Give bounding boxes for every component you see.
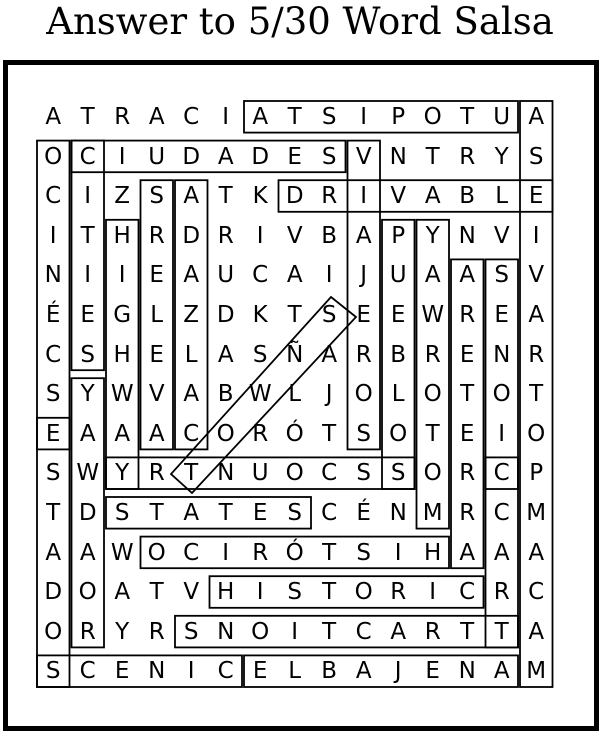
grid-letter: I [222, 539, 230, 566]
grid-letter: T [494, 618, 509, 645]
word-box [72, 141, 105, 371]
grid-letter: D [182, 222, 201, 249]
grid-letter: O [389, 420, 408, 447]
grid-letter: C [459, 579, 476, 606]
grid-letter: M [422, 500, 443, 526]
grid-letter: O [216, 420, 235, 447]
grid-letter: T [46, 500, 61, 526]
word-box [37, 655, 242, 687]
grid-letter: N [217, 618, 235, 645]
grid-letter: S [321, 143, 337, 170]
grid-letter: I [256, 579, 264, 606]
grid-letter: A [493, 658, 510, 685]
grid-letter: N [458, 222, 476, 249]
grid-letter: C [252, 262, 269, 289]
grid-letter: A [459, 539, 476, 566]
grid-letter: Z [183, 302, 200, 328]
grid-letter: R [252, 539, 269, 566]
grid-letter: S [494, 262, 509, 289]
grid-letter: Ñ [286, 341, 304, 368]
grid-letter: A [528, 539, 545, 566]
grid-letter: C [321, 500, 338, 526]
word-box [417, 220, 450, 529]
word-box [106, 497, 311, 529]
grid-letter: L [391, 381, 405, 408]
grid-letter: A [424, 262, 441, 289]
grid-letter: O [423, 381, 442, 408]
grid-letter: I [498, 420, 506, 447]
grid-letter: K [252, 302, 268, 328]
grid-letter: O [527, 420, 546, 447]
grid-letter: O [44, 143, 63, 170]
grid-letter: E [252, 658, 268, 685]
grid-letter: E [252, 500, 268, 526]
word-box [37, 418, 70, 450]
grid-letter: R [459, 500, 476, 526]
grid-letter: S [45, 658, 61, 685]
grid-letter: R [114, 104, 131, 130]
grid-letter: T [80, 104, 95, 130]
word-box [244, 101, 518, 133]
grid-letter: T [425, 143, 440, 170]
grid-letter: D [44, 579, 63, 606]
grid-letter: A [114, 579, 131, 606]
grid-letter: S [45, 381, 61, 408]
word-box [244, 655, 518, 687]
grid-letter: O [354, 579, 373, 606]
grid-letter: T [460, 618, 475, 645]
word-box [486, 457, 519, 647]
grid-letter: J [360, 262, 368, 289]
grid-letter: I [118, 143, 126, 170]
grid-letter: L [495, 183, 509, 210]
grid-letter: T [218, 183, 233, 210]
grid-letter: M [526, 500, 547, 526]
grid-letter: I [187, 658, 195, 685]
grid-letter: E [459, 420, 475, 447]
word-box-diagonal [171, 297, 356, 493]
grid-letter: W [248, 381, 272, 408]
grid-letter: Y [115, 460, 130, 487]
grid-letter: U [389, 262, 407, 289]
grid-letter: O [354, 381, 373, 408]
grid-letter: Z [114, 183, 131, 210]
grid-letter: V [355, 143, 372, 170]
page-title: Answer to 5/30 Word Salsa [46, 0, 554, 43]
grid-letter: T [322, 420, 337, 447]
grid-letter: S [356, 539, 371, 566]
grid-letter: T [322, 579, 337, 606]
grid-letter: U [251, 460, 269, 487]
grid-letter: A [217, 341, 234, 368]
grid-letter: I [360, 183, 368, 210]
grid-letter: Y [115, 618, 130, 645]
grid-letter: N [389, 500, 407, 526]
grid-letter: I [532, 222, 540, 249]
grid-letter: T [218, 500, 233, 526]
grid-letter: U [493, 104, 511, 130]
grid-letter: O [423, 104, 442, 130]
grid-letter: I [256, 222, 264, 249]
grid-letter: B [217, 381, 234, 408]
grid-letter: A [183, 262, 200, 289]
grid-letter: A [183, 381, 200, 408]
grid-letter: T [425, 420, 440, 447]
grid-letter: P [391, 104, 406, 130]
grid-letter: S [45, 460, 61, 487]
grid-letter: Y [80, 381, 95, 408]
grid-letter: B [321, 658, 338, 685]
grid-letter: I [118, 262, 126, 289]
grid-letter: T [80, 222, 95, 249]
grid-letter: A [355, 658, 372, 685]
grid-letter: O [423, 460, 442, 487]
grid-letter: R [390, 579, 407, 606]
grid-letter: H [113, 341, 131, 368]
grid-letter: A [286, 262, 303, 289]
grid-letter: P [391, 222, 406, 249]
grid-letter: R [459, 143, 476, 170]
grid-letter: D [78, 500, 97, 526]
grid-letter: C [79, 143, 96, 170]
word-box [72, 378, 105, 647]
grid-letter: C [321, 460, 338, 487]
grid-letter: R [148, 222, 165, 249]
grid-letter: E [425, 658, 440, 685]
grid-letter: I [49, 222, 57, 249]
grid-letter: T [149, 579, 164, 606]
grid-letter: D [251, 143, 270, 170]
grid-letter: O [44, 618, 63, 645]
grid-letter: É [45, 302, 61, 328]
grid-letter: W [76, 460, 100, 487]
grid-letter: A [321, 341, 338, 368]
grid-letter: E [80, 302, 95, 328]
grid-letter: T [149, 500, 164, 526]
grid-letter: K [252, 183, 268, 210]
grid-letter: R [217, 222, 234, 249]
grid-letter: B [321, 222, 338, 249]
grid-letter: E [114, 658, 130, 685]
grid-letter: W [421, 302, 445, 328]
grid-letter: C [217, 658, 234, 685]
grid-letter: E [149, 341, 164, 368]
grid-letter: T [287, 104, 302, 130]
grid-letter: D [285, 183, 304, 210]
grid-letter: A [183, 500, 200, 526]
grid-letter: Ó [285, 420, 304, 447]
grid-letter: I [325, 262, 333, 289]
word-box [279, 180, 553, 212]
word-box [348, 141, 381, 450]
grid-letter: N [389, 143, 407, 170]
grid-letter: G [113, 302, 132, 328]
grid-letter: C [493, 460, 510, 487]
grid-letter: S [80, 341, 95, 368]
grid-letter: A [114, 420, 131, 447]
word-box [72, 141, 346, 173]
grid-letter: N [493, 341, 511, 368]
grid-letter: Y [494, 143, 509, 170]
grid-letter: S [114, 500, 130, 526]
grid-letter: N [148, 658, 166, 685]
grid-letter: S [287, 579, 302, 606]
grid-letter: I [429, 579, 437, 606]
grid-letter: A [45, 104, 62, 130]
grid-letter: R [424, 618, 441, 645]
grid-letter: Y [425, 222, 440, 249]
grid-letter: B [390, 341, 407, 368]
grid-letter: E [459, 341, 475, 368]
grid-letter: W [110, 381, 134, 408]
grid-letter: O [492, 381, 511, 408]
grid-letter: S [321, 302, 337, 328]
grid-letter: A [459, 262, 476, 289]
grid-letter: J [325, 381, 333, 408]
grid-letter: A [424, 183, 441, 210]
grid-letter: A [79, 539, 96, 566]
word-box [382, 220, 415, 489]
grid-letter: N [217, 460, 235, 487]
grid-letter: A [390, 618, 407, 645]
grid-letter: A [528, 302, 545, 328]
grid-letter: C [79, 658, 96, 685]
grid-letter: V [148, 381, 165, 408]
word-box [210, 576, 484, 608]
grid-letter: R [528, 341, 545, 368]
word-box [175, 616, 518, 648]
grid-letter: A [355, 222, 372, 249]
grid-letter: T [460, 381, 475, 408]
grid-letter: C [493, 500, 510, 526]
grid-letter: V [286, 222, 303, 249]
grid-letter: I [360, 104, 368, 130]
grid-letter: D [216, 302, 235, 328]
grid-letter: A [528, 618, 545, 645]
grid-letter: S [356, 460, 371, 487]
grid-letter: R [355, 341, 372, 368]
grid-letter: V [390, 183, 407, 210]
word-box [37, 141, 70, 687]
grid-letter: C [183, 539, 200, 566]
grid-letter: L [184, 341, 198, 368]
grid-letter: T [287, 302, 302, 328]
grid-letter: E [356, 302, 371, 328]
grid-letter: S [321, 104, 337, 130]
grid-letter: A [148, 104, 165, 130]
grid-letter: A [79, 420, 96, 447]
grid-letter: I [291, 618, 299, 645]
grid-letter: V [493, 222, 510, 249]
grid-letter: B [459, 183, 476, 210]
grid-letter: V [183, 579, 200, 606]
word-box [141, 537, 450, 569]
grid-letter: E [287, 143, 302, 170]
grid-letter: U [217, 262, 235, 289]
grid-letter: H [424, 539, 442, 566]
grid-letter: S [149, 183, 164, 210]
grid-letter: R [321, 183, 338, 210]
grid-letter: A [528, 104, 545, 130]
grid-letter: O [251, 618, 270, 645]
grid-letter: S [356, 420, 371, 447]
grid-letter: I [84, 262, 92, 289]
grid-letter: S [183, 618, 199, 645]
grid-letter: T [184, 460, 199, 487]
grid-letter: C [45, 341, 62, 368]
grid-letter: A [252, 104, 269, 130]
grid-letter: E [45, 420, 61, 447]
grid-letter: I [222, 104, 230, 130]
grid-letter: A [148, 420, 165, 447]
grid-letter: J [394, 658, 402, 685]
grid-letter: C [183, 104, 200, 130]
word-box [106, 220, 139, 489]
word-box [451, 259, 484, 568]
grid-letter: S [252, 341, 268, 368]
grid-letter: Ó [285, 539, 304, 566]
grid-letter: L [150, 302, 164, 328]
grid-letter: C [183, 420, 200, 447]
word-box [106, 457, 415, 489]
grid-letter: P [529, 460, 544, 487]
grid-letter: L [288, 381, 302, 408]
grid-letter: T [460, 104, 475, 130]
grid-letter: E [494, 302, 509, 328]
grid-letter: S [287, 500, 302, 526]
grid-letter: É [356, 500, 371, 526]
grid-letter: N [44, 262, 62, 289]
grid-letter: C [45, 183, 62, 210]
grid-letter: D [182, 143, 201, 170]
grid-letter: L [288, 658, 302, 685]
grid-letter: R [459, 302, 476, 328]
grid-letter: U [148, 143, 166, 170]
grid-letter: R [459, 460, 476, 487]
grid-letter: H [113, 222, 131, 249]
grid-letter: A [493, 539, 510, 566]
grid-letter: N [458, 658, 476, 685]
grid-letter: O [285, 460, 304, 487]
word-box [520, 101, 553, 687]
grid-letter: O [78, 579, 97, 606]
word-box [141, 180, 174, 449]
grid-letter: T [322, 618, 337, 645]
grid-letter: W [110, 539, 134, 566]
grid-letter: R [79, 618, 96, 645]
word-box [175, 180, 208, 449]
grid-letter: I [394, 539, 402, 566]
grid-letter: R [493, 579, 510, 606]
grid-letter: E [390, 302, 406, 328]
grid-letter: R [424, 341, 441, 368]
grid-letter: S [528, 143, 544, 170]
grid-letter: I [84, 183, 92, 210]
word-box [486, 259, 519, 489]
grid-letter: O [147, 539, 166, 566]
grid-letter: E [149, 262, 164, 289]
grid-letter: C [528, 579, 545, 606]
grid-letter: S [390, 460, 406, 487]
grid-letter: V [528, 262, 545, 289]
grid-letter: E [528, 183, 544, 210]
grid-letter: T [529, 381, 544, 408]
grid-letter: H [217, 579, 235, 606]
grid-letter: R [148, 618, 165, 645]
grid-letter: M [526, 658, 547, 685]
grid-letter: T [322, 539, 337, 566]
grid-letter: A [183, 183, 200, 210]
grid-letter: A [45, 539, 62, 566]
grid-letter: R [148, 460, 165, 487]
grid-letter: A [217, 143, 234, 170]
grid-letter: C [355, 618, 372, 645]
grid-letter: R [252, 420, 269, 447]
